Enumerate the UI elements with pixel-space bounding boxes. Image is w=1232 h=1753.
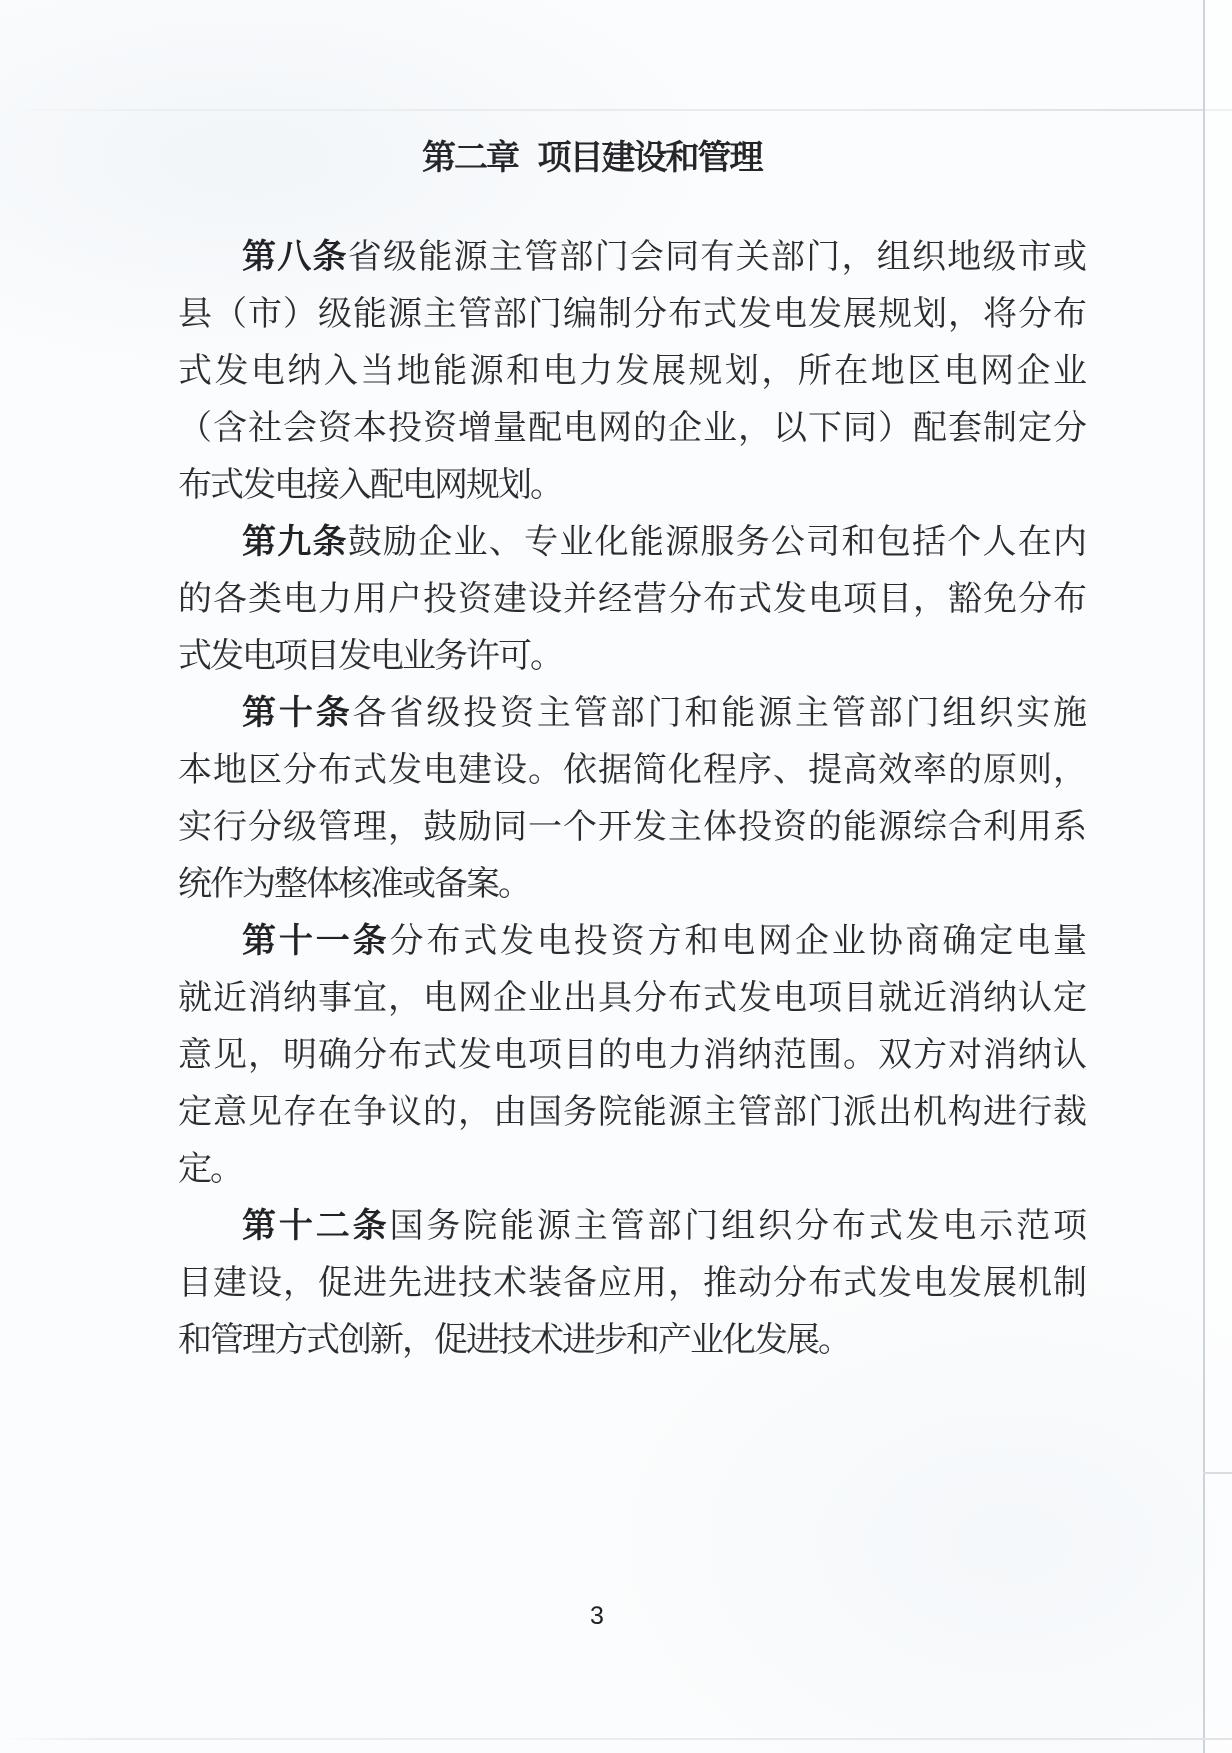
article-line: 统作为整体核准或备案。 xyxy=(178,866,530,903)
article-first-line: 第九条鼓励企业、专业化能源服务公司和包括个人在内 xyxy=(242,523,1086,561)
article-line: 定。 xyxy=(178,1151,242,1188)
article-line: 就近消纳事宜，电网企业出具分布式发电项目就近消纳认定 xyxy=(178,980,1085,1017)
article-line: 县（市）级能源主管部门编制分布式发电发展规划，将分布 xyxy=(178,296,1085,333)
article xyxy=(178,229,1085,514)
scan-artifact-horizontal-line-bottom xyxy=(0,1738,1232,1740)
article-line: 和管理方式创新，促进技术进步和产业化发展。 xyxy=(178,1322,850,1359)
article-line: 本地区分布式发电建设。依据简化程序、提高效率的原则， xyxy=(178,752,1085,789)
article xyxy=(178,514,1085,685)
article-number: 第九条 xyxy=(242,523,348,561)
article-first-line: 第十条各省级投资主管部门和能源主管部门组织实施 xyxy=(242,694,1086,732)
article-number: 第八条 xyxy=(242,238,348,276)
article-line: 意见，明确分布式发电项目的电力消纳范围。双方对消纳认 xyxy=(178,1037,1085,1074)
article-line: 的各类电力用户投资建设并经营分布式发电项目，豁免分布 xyxy=(178,581,1085,618)
article-number: 第十二条 xyxy=(242,1207,390,1245)
article-line: 实行分级管理，鼓励同一个开发主体投资的能源综合利用系 xyxy=(178,809,1085,846)
scan-artifact-horizontal-line-right xyxy=(1203,1472,1232,1474)
article-line: 布式发电接入配电网规划。 xyxy=(178,467,562,504)
article-line: 式发电纳入当地能源和电力发展规划，所在地区电网企业 xyxy=(178,353,1085,390)
article-line: （含社会资本投资增量配电网的企业，以下同）配套制定分 xyxy=(178,410,1085,447)
scan-artifact-vertical-line xyxy=(1203,0,1205,1753)
article-first-line: 第十二条国务院能源主管部门组织分布式发电示范项 xyxy=(242,1207,1086,1245)
scan-artifact-right-strip xyxy=(1205,0,1232,1753)
scan-artifact-horizontal-line-top xyxy=(0,109,1232,111)
document-body xyxy=(178,229,1085,1369)
article-line: 式发电项目发电业务许可。 xyxy=(178,638,562,675)
article xyxy=(178,1198,1085,1369)
article-first-line: 第十一条分布式发电投资方和电网企业协商确定电量 xyxy=(242,922,1086,960)
article-number: 第十条 xyxy=(242,694,353,732)
article-line: 定意见存在争议的，由国务院能源主管部门派出机构进行裁 xyxy=(178,1094,1085,1131)
article xyxy=(178,685,1085,913)
chapter-heading: 第二章 项目建设和管理 xyxy=(422,139,762,177)
article-line: 目建设，促进先进技术装备应用，推动分布式发电发展机制 xyxy=(178,1265,1085,1302)
article-number: 第十一条 xyxy=(242,922,390,960)
article xyxy=(178,913,1085,1198)
article-first-line: 第八条省级能源主管部门会同有关部门，组织地级市或 xyxy=(242,238,1086,276)
page-number: 3 xyxy=(590,1602,604,1630)
